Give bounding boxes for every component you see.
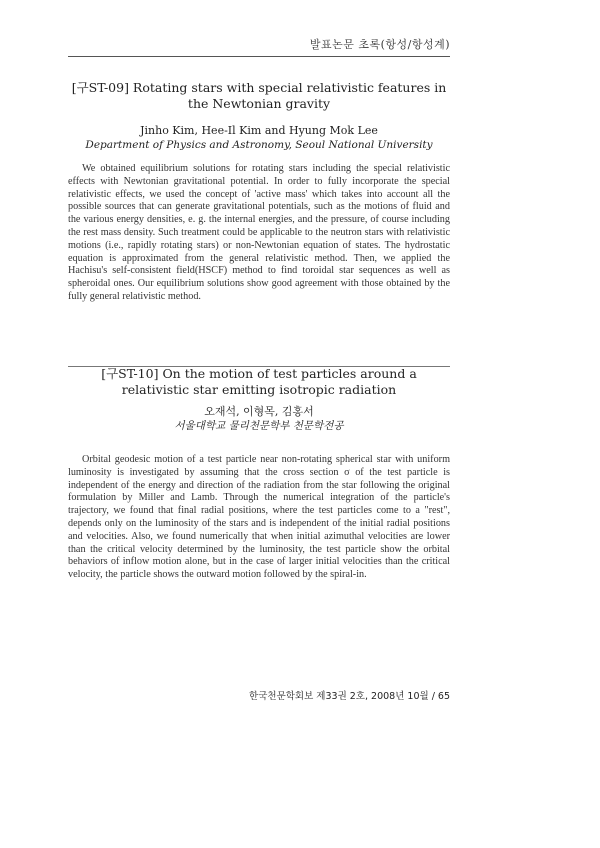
running-head: 발표논문 초록(항성/항성계)	[309, 38, 450, 51]
abstract-body: We obtained equilibrium solutions for rotating stars including the special relativistic effects with Newtonian gravitational potential. In order to fully incorporate the special relativistic effects, we used the concept of 'active mass' which takes into account all the possible sources that can generate gravitational potentials, such as the motions of fluid and the various energy densities, e. g. the internal energies, and the pressure, of course including the rest mass density. Such treatment could be applicable to the neutron stars with relativistic motions (i.e., rapidly rotating stars) or non-Newtonian equation of states. The hydrostatic equation is approximated from the general relativistic method. Then, we applied the Hachisu's self-consistent field(HSCF) method to find toroidal star sequences as well as spheroidal ones. Our equilibrium solutions show good agreement with those obtained by the fully general relativistic method.	[68, 163, 450, 302]
abstract-authors: Jinho Kim, Hee-Il Kim and Hyung Mok Lee	[140, 124, 378, 137]
abstract-authors: 오재석, 이형목, 김홍서	[204, 405, 314, 418]
abstract-affiliation: Department of Physics and Astronomy, Seoul National University	[85, 139, 433, 151]
abstract-title: [구ST-10] On the motion of test particles around a relativistic star emitting isotropic radiation	[101, 366, 417, 397]
abstract-body: Orbital geodesic motion of a test particle near non-rotating spherical star with uniform luminosity is investigated by assuming that the cross section σ of the test particle is independent of the energy and direction of the radiation from the star following the original formulation by Miller and Lamb. Through the numerical integration of the particle's trajectory, we found that final radial positions, where the test particles come to a "rest", depends only on the luminosity of the stars and is independent of the initial radial positions and velocities. Also, we found numerically that when initial azimuthal velocities are lower than the critical velocity determined by the luminosity, the test particle show the orbital behaviors of inflow motion alone, but in the case of larger initial velocities than the critical velocity, the particle shows the outward motion followed by the spiral-in.	[68, 454, 450, 581]
header-rule	[68, 56, 450, 57]
abstract-title: [구ST-09] Rotating stars with special relativistic features in the Newtonian gravity	[71, 80, 447, 111]
page-footer-citation: 한국천문학회보 제33권 2호, 2008년 10월 / 65	[249, 691, 450, 702]
abstract-affiliation: 서울대학교 물리천문학부 천문학전공	[174, 420, 344, 432]
